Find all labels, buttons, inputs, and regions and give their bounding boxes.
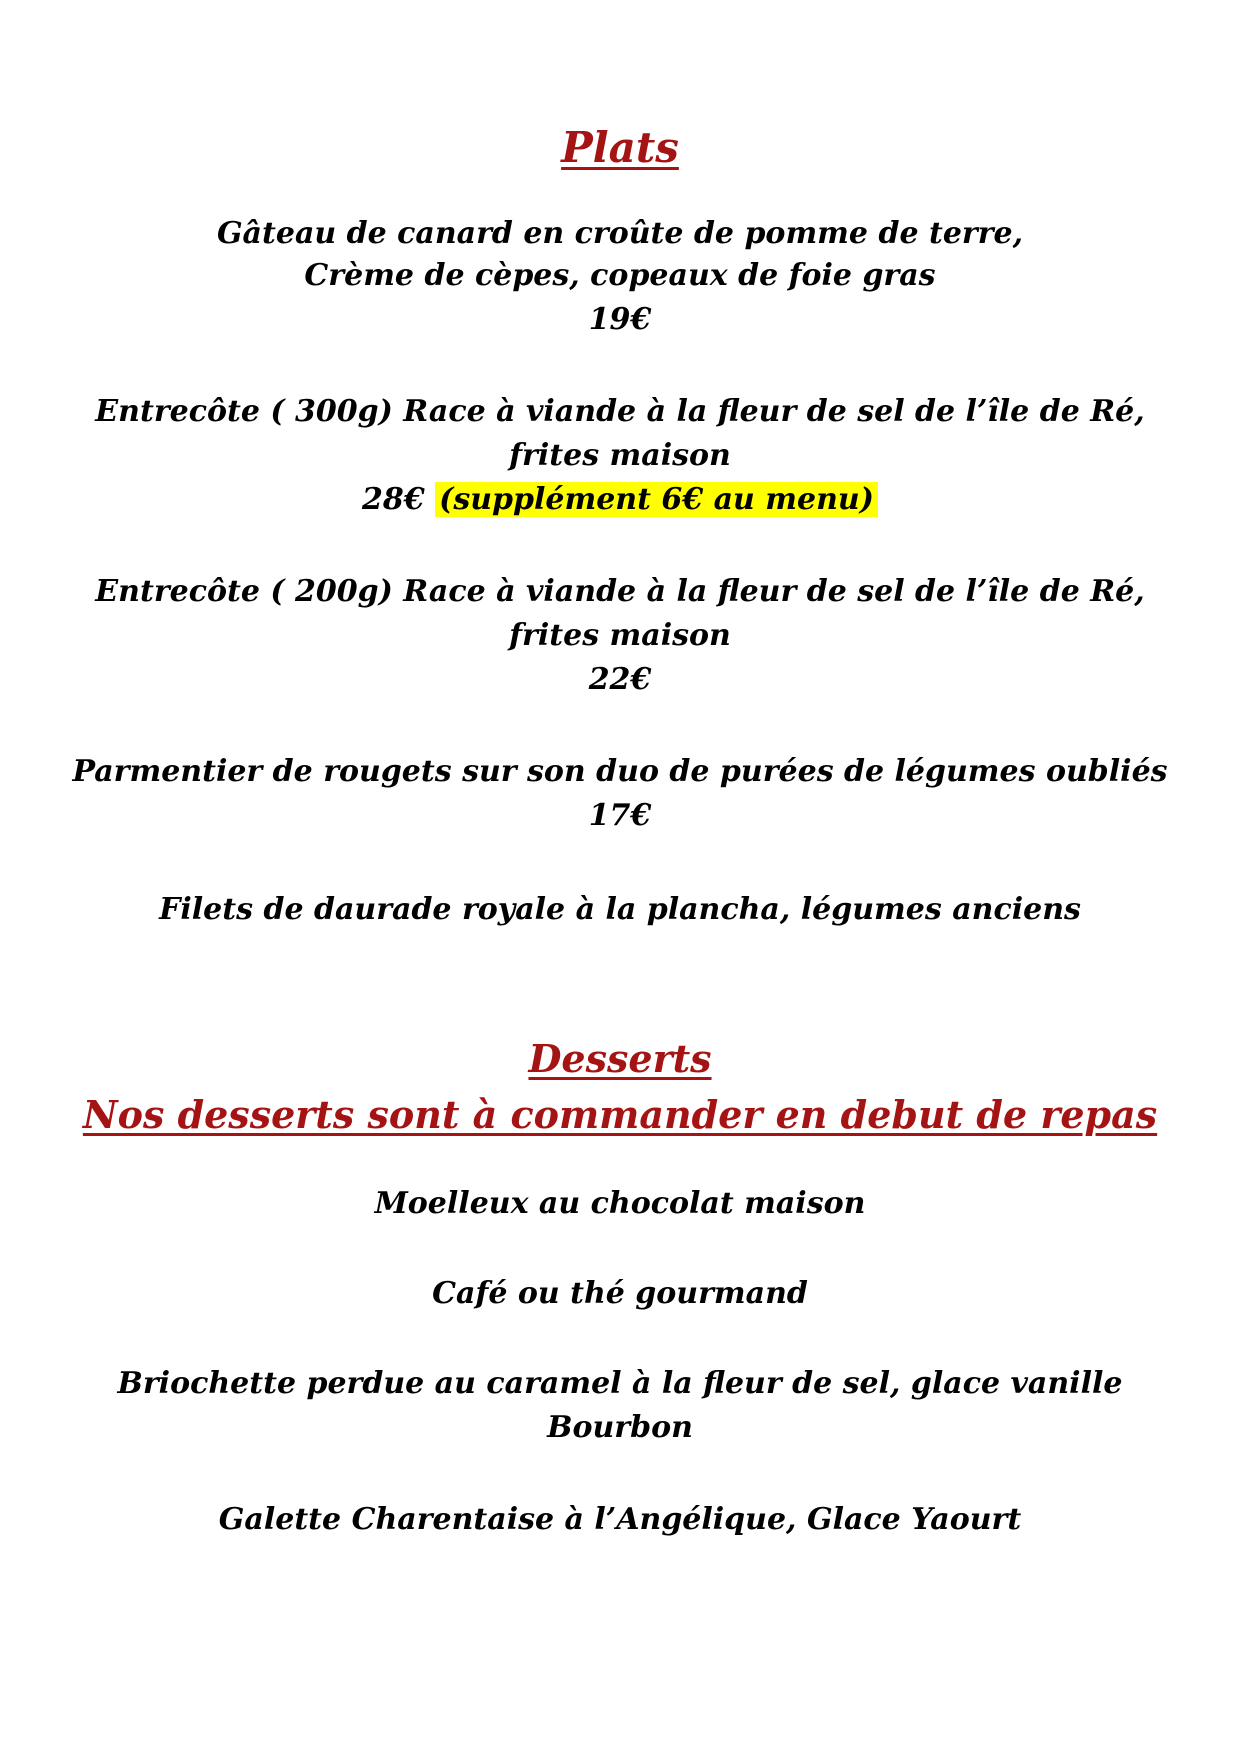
plat-3-price: 22€ — [588, 662, 652, 697]
plat-4-price: 17€ — [588, 798, 652, 833]
dessert-3-line-2: Bourbon — [547, 1410, 693, 1445]
dessert-4-line-1: Galette Charentaise à l’Angélique, Glace Yaourt — [218, 1502, 1022, 1537]
desserts-subheading: Nos desserts sont à commander en debut de repas — [82, 1092, 1158, 1137]
plat-1-line-1: Gâteau de canard en croûte de pomme de terre, — [216, 216, 1024, 251]
plat-3-line-1: Entrecôte ( 200g) Race à viande à la fleur de sel de l’île de Ré, — [95, 574, 1145, 609]
dessert-2-line-1: Café ou thé gourmand — [432, 1276, 808, 1311]
plat-2-line-2: frites maison — [509, 438, 731, 473]
plat-5-line-1: Filets de daurade royale à la plancha, légumes anciens — [159, 892, 1081, 927]
plat-4-line-1: Parmentier de rougets sur son duo de purées de légumes oubliés — [72, 754, 1168, 789]
plat-2-line-1: Entrecôte ( 300g) Race à viande à la fleur de sel de l’île de Ré, — [95, 394, 1145, 429]
plats-heading: Plats — [561, 123, 679, 172]
desserts-heading: Desserts — [528, 1036, 712, 1081]
plat-3-line-2: frites maison — [509, 618, 731, 653]
plat-2-price-line — [0, 480, 1240, 520]
plat-2-price: 28€ — [362, 482, 425, 517]
dessert-1-line-1: Moelleux au chocolat maison — [374, 1186, 866, 1221]
dessert-3-line-1: Briochette perdue au caramel à la fleur de sel, glace vanille — [117, 1366, 1123, 1401]
plat-2-supplement: (supplément 6€ au menu) — [435, 482, 878, 517]
plat-1-price: 19€ — [588, 302, 652, 337]
plat-1-line-2: Crème de cèpes, copeaux de foie gras — [304, 258, 936, 293]
